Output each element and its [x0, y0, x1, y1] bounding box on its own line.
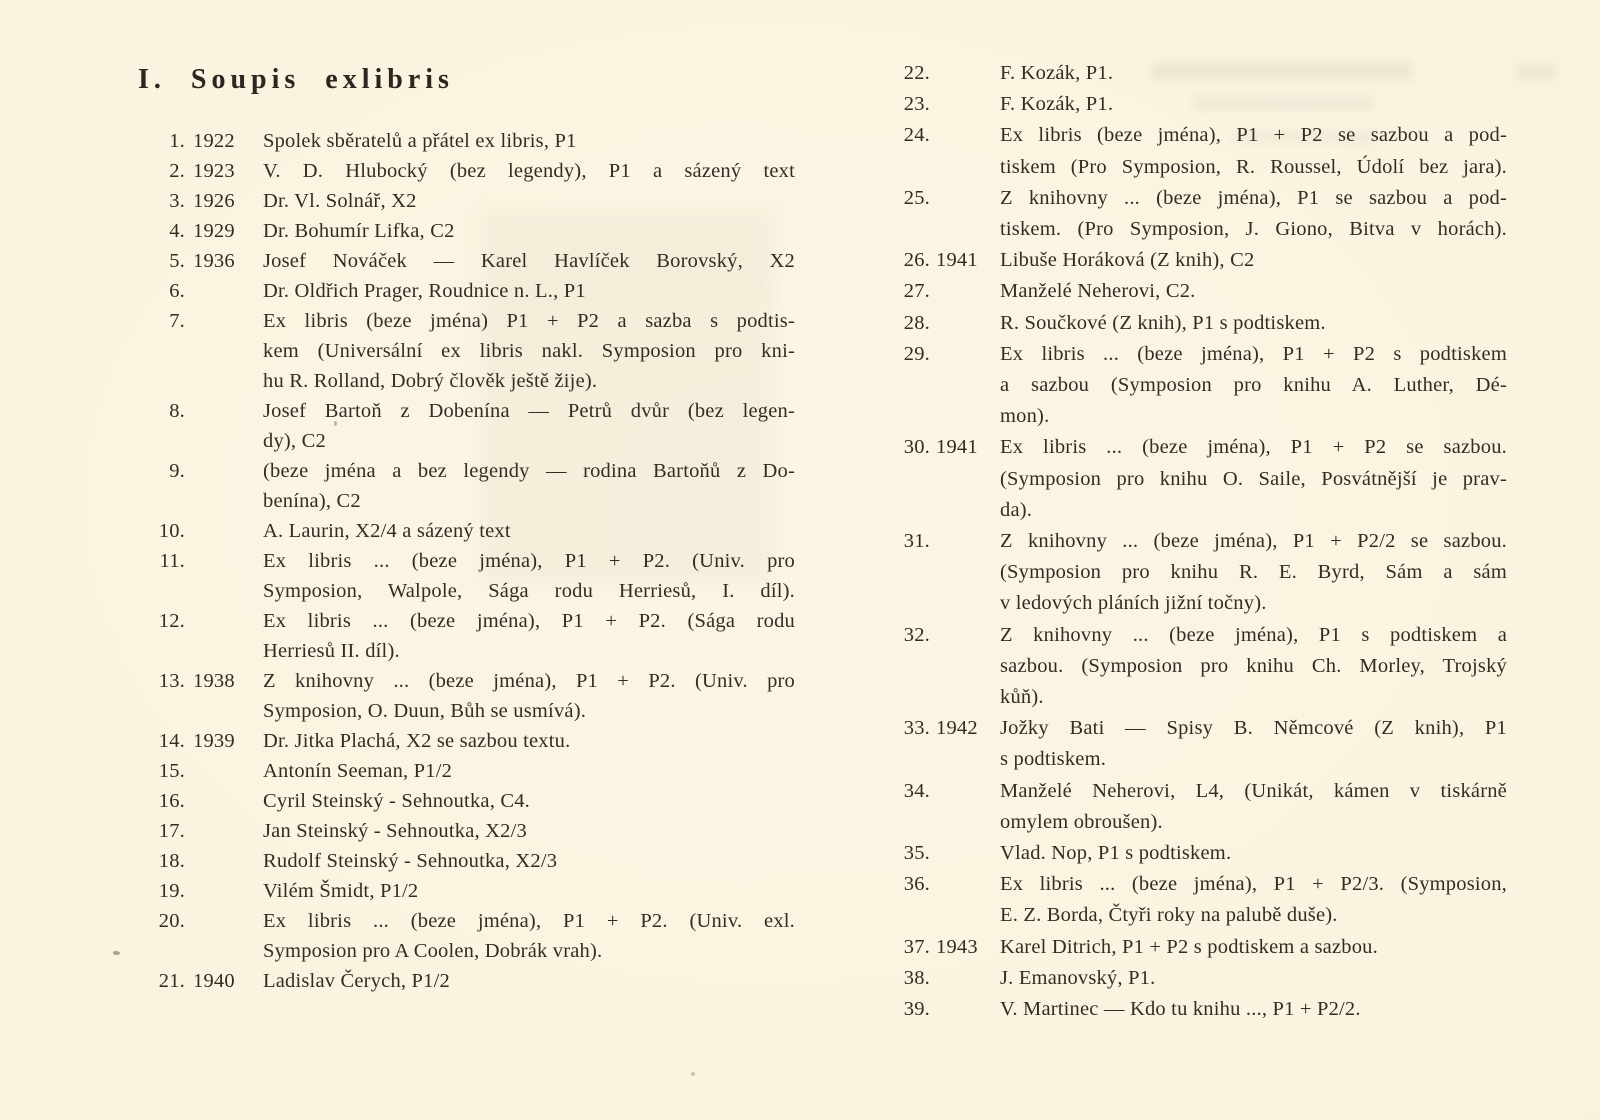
- catalog-entry: [137, 876, 797, 906]
- entry-text: [263, 276, 795, 306]
- entry-text: [1000, 838, 1507, 869]
- left-column: [137, 126, 797, 996]
- entry-text: [263, 126, 795, 156]
- catalog-entry: [137, 546, 797, 606]
- catalog-entry: [878, 339, 1518, 433]
- catalog-entry: [137, 516, 797, 546]
- entry-text-line: omylem obroušen).: [1000, 810, 1163, 833]
- catalog-entry: [878, 432, 1518, 526]
- catalog-entry: [878, 58, 1518, 89]
- entry-text: [263, 216, 795, 246]
- entry-text-line: Ex libris ... (beze jména), P1 + P2 s podtiskem: [1000, 342, 1507, 365]
- entry-text-line: benína), C2: [263, 490, 361, 512]
- catalog-entry: [137, 846, 797, 876]
- entry-year: 1940: [193, 970, 235, 992]
- entry-text-line: sazbou. (Symposion pro knihu Ch. Morley, Trojský: [1000, 654, 1507, 677]
- catalog-entry: [878, 526, 1518, 620]
- entry-text: [263, 726, 795, 756]
- entry-number: 36.: [903, 873, 930, 896]
- entry-text-line: (Symposion pro knihu O. Saile, Posvátnější je prav-: [1000, 467, 1507, 490]
- entry-number: 21.: [158, 970, 185, 992]
- entry-year: 1926: [193, 190, 235, 212]
- entry-text-line: Z knihovny ... (beze jména), P1 + P2. (Univ. pro: [263, 670, 795, 692]
- entry-text-line: Symposion pro A Coolen, Dobrák vrah).: [263, 940, 603, 962]
- entry-text-line: Dr. Vl. Solnář, X2: [263, 190, 417, 212]
- entry-number: 19.: [158, 880, 185, 902]
- entry-text: [1000, 620, 1507, 714]
- entry-text-line: Libuše Horáková (Z knih), C2: [1000, 249, 1255, 272]
- entry-text: [1000, 183, 1507, 245]
- entry-text: [1000, 713, 1507, 775]
- entry-number: 29.: [903, 342, 930, 365]
- entry-text-line: J. Emanovský, P1.: [1000, 966, 1156, 989]
- entry-number: 12.: [158, 610, 185, 632]
- entry-text: [263, 456, 795, 516]
- entry-text: [263, 786, 795, 816]
- entry-number: 37.: [903, 935, 930, 958]
- entry-text-line: kem (Universální ex libris nakl. Symposion pro kni-: [263, 340, 795, 362]
- entry-year: 1936: [193, 250, 235, 272]
- entry-number: 1.: [169, 130, 185, 152]
- entry-number: 35.: [903, 842, 930, 865]
- entry-number: 6.: [169, 280, 185, 302]
- catalog-entry: [137, 906, 797, 966]
- entry-number: 8.: [169, 400, 185, 422]
- entry-text-line: Manželé Neherovi, L4, (Unikát, kámen v tiskárně: [1000, 779, 1507, 802]
- entry-text: [1000, 932, 1507, 963]
- entry-text-line: da).: [1000, 498, 1033, 521]
- entry-number: 18.: [158, 850, 185, 872]
- catalog-entry: [878, 89, 1518, 120]
- catalog-entry: [878, 994, 1518, 1025]
- catalog-entry: [878, 120, 1518, 182]
- entry-text-line: mon).: [1000, 405, 1050, 428]
- entry-number: 34.: [903, 779, 930, 802]
- entry-text-line: R. Součkové (Z knih), P1 s podtiskem.: [1000, 311, 1326, 334]
- entry-text-line: dy), C2: [263, 430, 326, 452]
- entry-text: [1000, 776, 1507, 838]
- entry-text: [1000, 89, 1507, 120]
- entry-text: [263, 876, 795, 906]
- entry-number: 33.: [903, 717, 930, 740]
- entry-text-line: Antonín Seeman, P1/2: [263, 760, 453, 782]
- catalog-entry: [878, 713, 1518, 775]
- entry-text: [263, 246, 795, 276]
- entry-text-line: Dr. Bohumír Lifka, C2: [263, 220, 455, 242]
- catalog-entry: [878, 308, 1518, 339]
- entry-text: [1000, 120, 1507, 182]
- entry-text-line: Z knihovny ... (beze jména), P1 se sazbou a pod-: [1000, 186, 1507, 209]
- entry-number: 7.: [169, 310, 185, 332]
- entry-text-line: Josef Nováček — Karel Havlíček Borovský, X2: [263, 250, 795, 272]
- entry-year: 1923: [193, 160, 235, 182]
- entry-number: 31.: [903, 530, 930, 553]
- catalog-entry: [137, 216, 797, 246]
- entry-text-line: A. Laurin, X2/4 a sázený text: [263, 520, 511, 542]
- entry-text-line: tiskem. (Pro Symposion, J. Giono, Bitva v horách).: [1000, 218, 1507, 241]
- entry-year: 1943: [936, 935, 978, 958]
- entry-text-line: kůň).: [1000, 686, 1044, 709]
- entry-text: [263, 156, 795, 186]
- catalog-entry: [878, 183, 1518, 245]
- entry-text-line: v ledových pláních jižní točny).: [1000, 592, 1267, 615]
- entry-number: 20.: [158, 910, 185, 932]
- entry-number: 39.: [903, 998, 930, 1021]
- entry-year: 1922: [193, 130, 235, 152]
- entry-number: 38.: [903, 966, 930, 989]
- entry-text-line: Dr. Jitka Plachá, X2 se sazbou textu.: [263, 730, 571, 752]
- catalog-entry: [137, 246, 797, 276]
- catalog-entry: [137, 276, 797, 306]
- catalog-entry: [137, 306, 797, 396]
- entry-text: [1000, 58, 1507, 89]
- entry-text-line: F. Kozák, P1.: [1000, 62, 1114, 84]
- catalog-entry: [878, 245, 1518, 276]
- entry-text-line: hu R. Rolland, Dobrý člověk ještě žije).: [263, 370, 598, 392]
- entry-text: [263, 306, 795, 396]
- entry-text-line: s podtiskem.: [1000, 748, 1107, 771]
- paper-speck: [691, 1072, 695, 1076]
- entry-text-line: Symposion, Walpole, Sága rodu Herriesů, I. díl).: [263, 580, 795, 602]
- entry-text: [263, 396, 795, 456]
- entry-text-line: Spolek sběratelů a přátel ex libris, P1: [263, 130, 577, 152]
- entry-year: 1929: [193, 220, 235, 242]
- entry-text-line: Z knihovny ... (beze jména), P1 + P2/2 se sazbou.: [1000, 530, 1507, 553]
- entry-number: 28.: [903, 311, 930, 334]
- entry-text-line: Ex libris ... (beze jména), P1 + P2. (Univ. exl.: [263, 910, 795, 932]
- catalog-entry: [137, 726, 797, 756]
- entry-text: [1000, 432, 1507, 526]
- entry-text-line: Ex libris ... (beze jména), P1 + P2. (Sága rodu: [263, 610, 795, 632]
- entry-number: 2.: [169, 160, 185, 182]
- catalog-entry: [878, 276, 1518, 307]
- catalog-entry: [137, 816, 797, 846]
- entry-text-line: Vilém Šmidt, P1/2: [263, 880, 419, 902]
- catalog-entry: [878, 932, 1518, 963]
- entry-text-line: Rudolf Steinský - Sehnoutka, X2/3: [263, 850, 558, 872]
- entry-text-line: V. D. Hlubocký (bez legendy), P1 a sázený text: [263, 160, 795, 182]
- entry-text: [263, 546, 795, 606]
- entry-number: 13.: [158, 670, 185, 692]
- catalog-entry: [878, 776, 1518, 838]
- entry-number: 5.: [169, 250, 185, 272]
- entry-year: 1941: [936, 436, 978, 459]
- section-title: I. Soupis exlibris: [138, 64, 454, 95]
- entry-text-line: Ladislav Čerych, P1/2: [263, 970, 450, 992]
- entry-text-line: (Symposion pro knihu R. E. Byrd, Sám a sám: [1000, 561, 1507, 584]
- catalog-entry: [137, 606, 797, 666]
- entry-text-line: E. Z. Borda, Čtyři roky na palubě duše).: [1000, 904, 1338, 927]
- entry-year: 1942: [936, 717, 978, 740]
- catalog-entry: [137, 156, 797, 186]
- entry-text-line: Ex libris (beze jména) P1 + P2 a sazba s podtis-: [263, 310, 795, 332]
- entry-text: [263, 906, 795, 966]
- entry-text-line: Ex libris (beze jména), P1 + P2 se sazbou a pod-: [1000, 124, 1507, 147]
- entry-number: 30.: [903, 436, 930, 459]
- entry-text-line: Karel Ditrich, P1 + P2 s podtiskem a sazbou.: [1000, 935, 1378, 958]
- entry-text-line: Josef Bartoň z Dobenína — Petrů dvůr (bez legen-: [263, 400, 795, 422]
- catalog-entry: [878, 963, 1518, 994]
- entry-number: 26.: [903, 249, 930, 272]
- catalog-entry: [878, 838, 1518, 869]
- entry-text: [1000, 245, 1507, 276]
- catalog-entry: [878, 620, 1518, 714]
- show-through-ghost: [1516, 64, 1556, 80]
- entry-text-line: V. Martinec — Kdo tu knihu ..., P1 + P2/2.: [1000, 998, 1361, 1021]
- right-column: [878, 58, 1518, 1025]
- entry-text-line: Herriesů II. díl).: [263, 640, 400, 662]
- entry-text: [1000, 308, 1507, 339]
- catalog-entry: [137, 126, 797, 156]
- entry-text-line: Jožky Bati — Spisy B. Němcové (Z knih), P1: [1000, 717, 1507, 740]
- entry-text: [263, 846, 795, 876]
- entry-text-line: Dr. Oldřich Prager, Roudnice n. L., P1: [263, 280, 586, 302]
- entry-text: [263, 606, 795, 666]
- entry-text: [263, 966, 795, 996]
- entry-number: 24.: [903, 124, 930, 147]
- catalog-entry: [137, 756, 797, 786]
- entry-text-line: Z knihovny ... (beze jména), P1 s podtiskem a: [1000, 623, 1507, 646]
- entry-text: [263, 816, 795, 846]
- entry-number: 15.: [158, 760, 185, 782]
- entry-text: [263, 756, 795, 786]
- entry-text-line: (beze jména a bez legendy — rodina Bartoňů z Do-: [263, 460, 795, 482]
- paper-speck: [113, 951, 120, 955]
- entry-number: 3.: [169, 190, 185, 212]
- catalog-entry: [137, 666, 797, 726]
- catalog-entry: [137, 186, 797, 216]
- catalog-entry: [137, 966, 797, 996]
- entry-text-line: Symposion, O. Duun, Bůh se usmívá).: [263, 700, 587, 722]
- entry-text-line: F. Kozák, P1.: [1000, 93, 1114, 116]
- entry-year: 1939: [193, 730, 235, 752]
- entry-year: 1941: [936, 249, 978, 272]
- entry-text: [1000, 963, 1507, 994]
- entry-number: 16.: [158, 790, 185, 812]
- entry-text-line: Ex libris ... (beze jména), P1 + P2 se sazbou.: [1000, 436, 1507, 459]
- catalog-entry: [137, 396, 797, 456]
- entry-number: 11.: [159, 550, 185, 572]
- entry-number: 23.: [903, 93, 930, 116]
- entry-text: [1000, 869, 1507, 931]
- entry-text: [263, 516, 795, 546]
- entry-number: 9.: [169, 460, 185, 482]
- entry-number: 27.: [903, 280, 930, 303]
- entry-text: [1000, 276, 1507, 307]
- catalog-entry: [878, 869, 1518, 931]
- entry-number: 4.: [169, 220, 185, 242]
- entry-text: [1000, 339, 1507, 433]
- entry-text-line: Vlad. Nop, P1 s podtiskem.: [1000, 842, 1232, 865]
- entry-text: [1000, 994, 1507, 1025]
- entry-text: [263, 666, 795, 726]
- entry-text-line: Jan Steinský - Sehnoutka, X2/3: [263, 820, 527, 842]
- catalog-entry: [137, 786, 797, 816]
- entry-text-line: Ex libris ... (beze jména), P1 + P2. (Univ. pro: [263, 550, 795, 572]
- entry-number: 17.: [158, 820, 185, 842]
- entry-text-line: Cyril Steinský - Sehnoutka, C4.: [263, 790, 531, 812]
- entry-text: [263, 186, 795, 216]
- entry-number: 25.: [903, 186, 930, 209]
- entry-text-line: Manželé Neherovi, C2.: [1000, 280, 1196, 303]
- entry-text: [1000, 526, 1507, 620]
- entry-text-line: a sazbou (Symposion pro knihu A. Luther, Dé-: [1000, 374, 1507, 397]
- entry-number: 22.: [903, 62, 930, 84]
- catalog-entry: [137, 456, 797, 516]
- entry-text-line: Ex libris ... (beze jména), P1 + P2/3. (Symposion,: [1000, 873, 1507, 896]
- entry-text-line: tiskem (Pro Symposion, R. Roussel, Údolí bez jara).: [1000, 155, 1507, 178]
- entry-number: 14.: [158, 730, 185, 752]
- entry-year: 1938: [193, 670, 235, 692]
- entry-number: 32.: [903, 623, 930, 646]
- entry-number: 10.: [158, 520, 185, 542]
